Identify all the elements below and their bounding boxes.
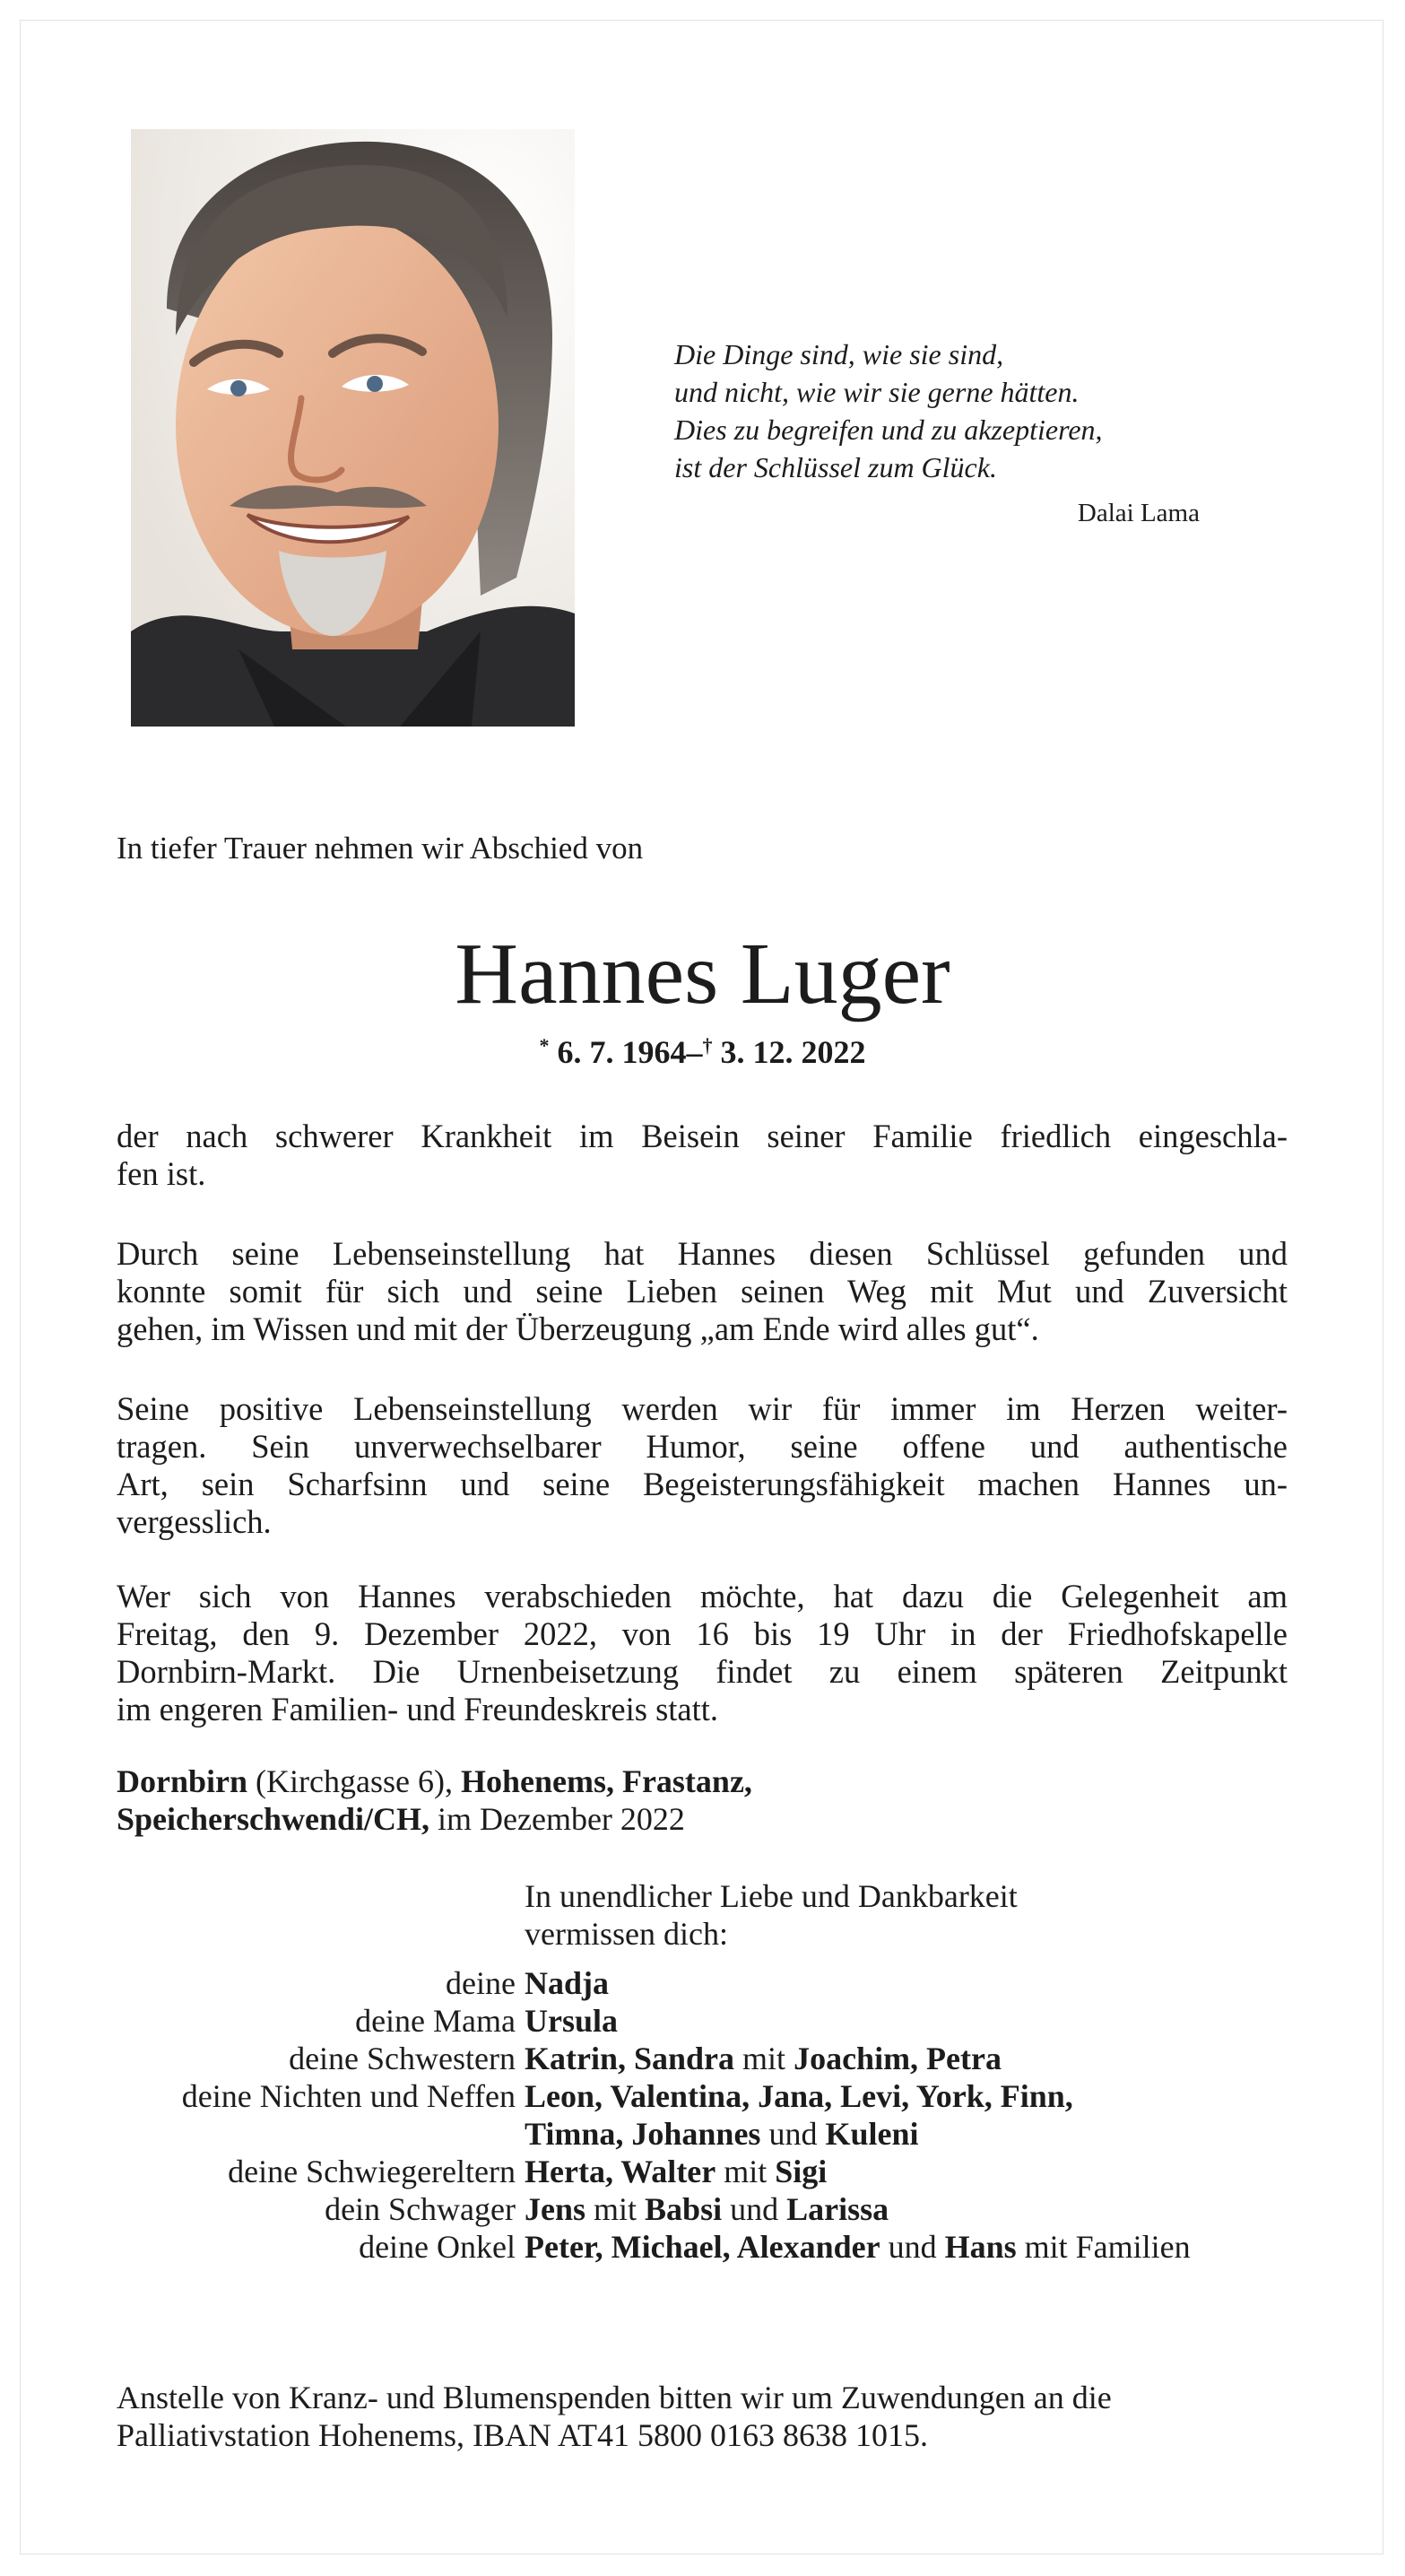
mourner-row: [0, 1964, 1405, 2002]
mourner-connector: mit Familien: [1016, 2229, 1191, 2265]
quote-line: Die Dinge sind, wie sie sind,: [674, 338, 1004, 370]
place-date: im Dezember 2022: [438, 1801, 685, 1837]
life-dates: [0, 1033, 1405, 1071]
mourner-row: [0, 2040, 1405, 2077]
mourner-relation: dein Schwager: [325, 2191, 516, 2227]
death-date: 3. 12. 2022: [720, 1034, 866, 1070]
mourner-connector: und: [722, 2191, 787, 2227]
quote-author: Dalai Lama: [1077, 499, 1200, 527]
mourners-intro-line: vermissen dich:: [525, 1916, 728, 1952]
mourner-relation: deine Onkel: [359, 2229, 516, 2265]
mourner-names: [525, 2040, 1002, 2077]
paragraph-1: [117, 1118, 1288, 1193]
mourner-name: Ursula: [525, 2003, 619, 2039]
text-line: Art, sein Scharfsinn und seine Begeisterungsfähigkeit machen Hannes un-: [117, 1466, 1288, 1502]
text-line: vergesslich.: [117, 1503, 272, 1540]
mourner-row: [0, 2115, 1405, 2153]
mourner-name: Sigi: [775, 2154, 828, 2189]
mourner-connector: mit: [585, 2191, 646, 2227]
mourner-names: [525, 2190, 889, 2228]
mourner-name: Nadja: [525, 1965, 610, 2001]
mourner-row: [0, 2228, 1405, 2266]
mourner-names: [525, 2002, 618, 2040]
paragraph-4: [117, 1578, 1288, 1728]
mourner-row: [0, 2077, 1405, 2115]
text-line: der nach schwerer Krankheit im Beisein seiner Familie friedlich eingeschla-: [117, 1118, 1288, 1154]
mourner-names: [525, 2077, 1073, 2115]
mourners-intro: [525, 1877, 1018, 1953]
text-line: gehen, im Wissen und mit der Überzeugung „am Ende wird alles gut“.: [117, 1310, 1039, 1347]
donation-line: Anstelle von Kranz- und Blumenspenden bitten wir um Zuwendungen an die: [117, 2380, 1112, 2415]
text-line: Seine positive Lebenseinstellung werden wir für immer im Herzen weiter-: [117, 1390, 1288, 1427]
mourner-name: Herta, Walter: [525, 2154, 716, 2189]
mourner-names: [525, 1964, 609, 2002]
mourner-name: Katrin, Sandra: [525, 2041, 735, 2076]
mourner-names: [525, 2228, 1191, 2266]
mourner-name: Hans: [944, 2229, 1017, 2265]
mourner-connector: und: [760, 2116, 826, 2152]
place-city: Dornbirn: [117, 1763, 248, 1799]
deceased-name: Hannes Luger: [455, 926, 950, 1023]
mourner-name: Jens: [525, 2191, 586, 2227]
place-and-date: [117, 1762, 752, 1838]
mourner-names: [525, 2115, 918, 2153]
mourner-name: Kuleni: [825, 2116, 919, 2152]
donation-line: Palliativstation Hohenems, IBAN AT41 5800 0163 8638 1015.: [117, 2417, 928, 2453]
quote: [674, 335, 1248, 486]
birth-date: 6. 7. 1964: [557, 1034, 687, 1070]
text-line: Freitag, den 9. Dezember 2022, von 16 bis 19 Uhr in der Friedhofskapelle: [117, 1615, 1288, 1652]
mourner-relation: deine Schwiegereltern: [228, 2154, 516, 2189]
text-line: Dornbirn-Markt. Die Urnenbeisetzung findet zu einem späteren Zeitpunkt: [117, 1653, 1288, 1690]
text-line: fen ist.: [117, 1155, 206, 1192]
mourners-intro-line: In unendlicher Liebe und Dankbarkeit: [525, 1878, 1018, 1914]
mourner-row: [0, 2002, 1405, 2040]
donation-note: [117, 2379, 1112, 2454]
place-address: (Kirchgasse 6),: [256, 1763, 453, 1799]
portrait-photo: [131, 129, 575, 727]
mourner-name: Peter, Michael, Alexander: [525, 2229, 880, 2265]
death-symbol: †: [702, 1034, 713, 1057]
mourner-row: [0, 2153, 1405, 2190]
intro-text: In tiefer Trauer nehmen wir Abschied von: [117, 831, 644, 866]
mourner-name: Babsi: [645, 2191, 723, 2227]
mourner-connector: mit: [734, 2041, 794, 2076]
quote-line: Dies zu begreifen und zu akzeptieren,: [674, 413, 1103, 446]
text-line: tragen. Sein unverwechselbarer Humor, seine offene und authentische: [117, 1428, 1288, 1465]
place-swiss-town: Speicherschwendi/CH,: [117, 1801, 430, 1837]
mourner-name: Timna, Johannes: [525, 2116, 761, 2152]
paragraph-3: [117, 1390, 1288, 1541]
mourner-name: Leon, Valentina, Jana, Levi, York, Finn,: [525, 2078, 1073, 2114]
text-line: im engeren Familien- und Freundeskreis statt.: [117, 1691, 719, 1727]
mourner-connector: mit: [716, 2154, 776, 2189]
mourner-relation: deine Nichten und Neffen: [181, 2078, 516, 2114]
mourner-relation: deine Schwestern: [289, 2041, 516, 2076]
mourner-relation: deine: [446, 1965, 516, 2001]
mourner-names: [525, 2153, 827, 2190]
place-other-towns: Hohenems, Frastanz,: [460, 1763, 752, 1799]
mourner-name: Joachim, Petra: [794, 2041, 1002, 2076]
mourner-relation: deine Mama: [355, 2003, 516, 2039]
paragraph-2: [117, 1235, 1288, 1348]
quote-line: und nicht, wie wir sie gerne hätten.: [674, 376, 1080, 408]
mourner-row: [0, 2190, 1405, 2228]
mourner-connector: und: [880, 2229, 945, 2265]
birth-symbol: *: [539, 1034, 550, 1057]
text-line: Durch seine Lebenseinstellung hat Hannes diesen Schlüssel gefunden und: [117, 1235, 1288, 1272]
text-line: konnte somit für sich und seine Lieben seinen Weg mit Mut und Zuversicht: [117, 1273, 1288, 1310]
date-separator: –: [686, 1034, 703, 1070]
mourners-list: [0, 1964, 1405, 2266]
text-line: Wer sich von Hannes verabschieden möchte, hat dazu die Gelegenheit am: [117, 1578, 1288, 1614]
mourner-name: Larissa: [786, 2191, 889, 2227]
quote-line: ist der Schlüssel zum Glück.: [674, 451, 997, 483]
